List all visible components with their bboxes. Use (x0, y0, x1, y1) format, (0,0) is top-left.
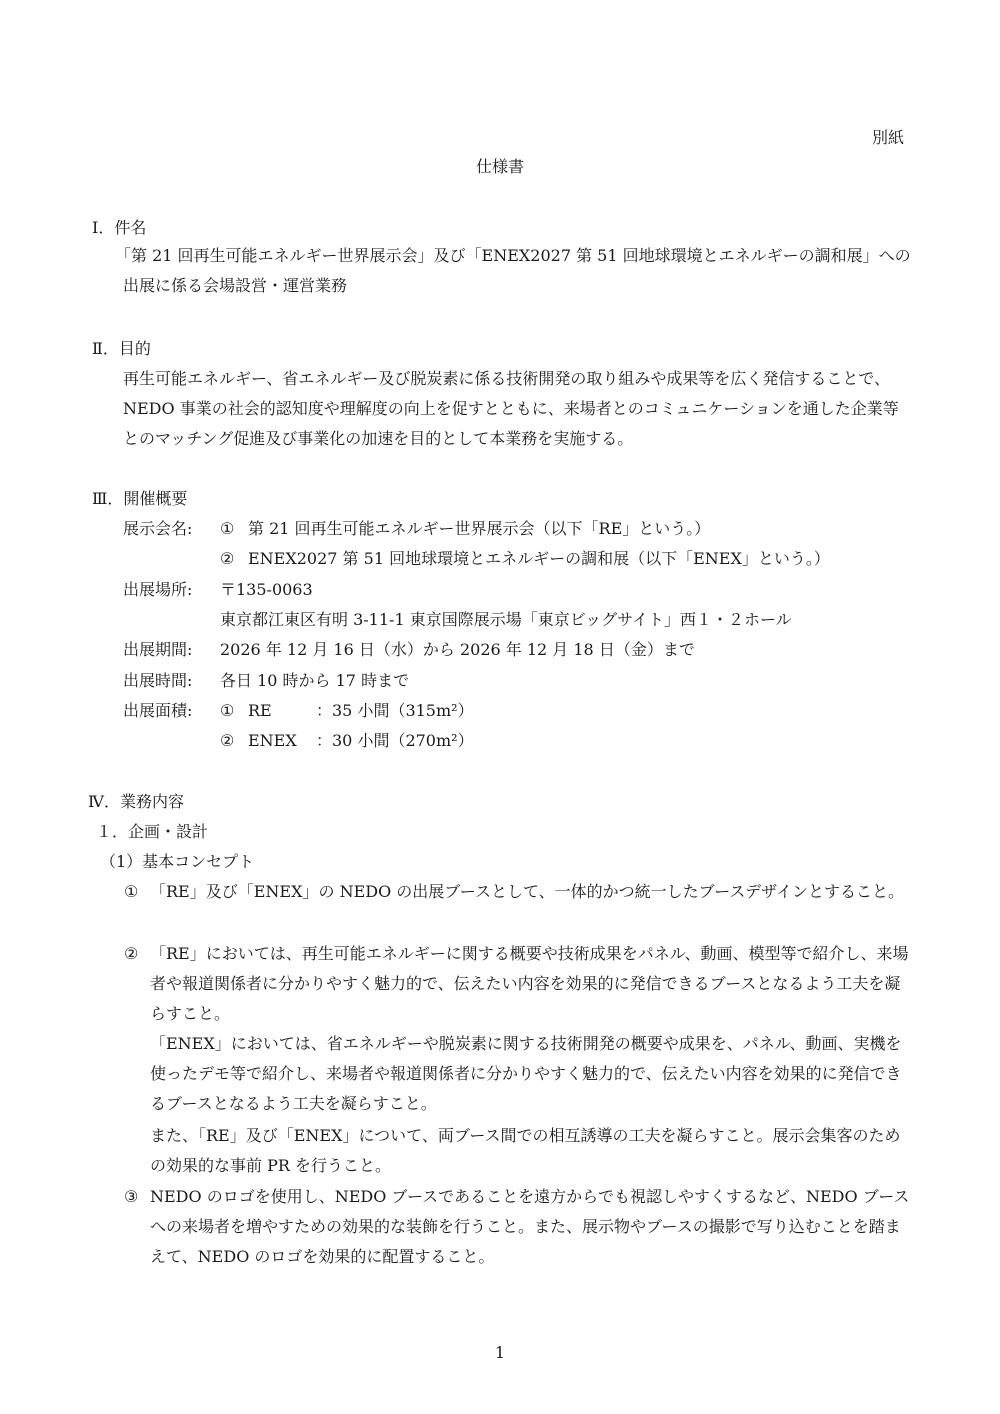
exhibition-2-text: ENEX2027 第 51 回地球環境とエネルギーの調和展（以下「ENEX」という。） (248, 549, 830, 568)
concept-item-2-text: 「RE」においては、再生可能エネルギーに関する概要や技術成果をパネル、動画、模型等で紹介し、来場者や報道関係者に分かりやすく魅力的で、伝えたい内容を効果的に発信できるブースとなるよう工夫を凝らすこと。 (150, 944, 909, 1023)
venue-address: 東京都江東区有明 3-11-1 東京国際展示場「東京ビッグサイト」西１・２ホール (220, 610, 792, 629)
area-enex-value: ：30 小間（270m²） (316, 731, 474, 750)
venue-postal-code: 〒135-0063 (220, 580, 313, 599)
section-2-heading: Ⅱ．目的 (92, 339, 151, 358)
area-enex-name: ENEX (248, 731, 297, 750)
section-3-heading: Ⅲ．開催概要 (92, 489, 188, 508)
concept-item-2-mark: ② (124, 944, 139, 963)
section-1-heading: Ⅰ．件名 (92, 218, 147, 237)
document-title: 仕様書 (475, 157, 524, 176)
venue-label: 出展場所: (123, 580, 193, 599)
area-enex-mark: ② (220, 731, 235, 750)
area-re (220, 701, 474, 721)
period-value: 2026 年 12 月 16 日（水）から 2026 年 12 月 18 日（金）まで (220, 640, 695, 659)
concept-item-3-mark: ③ (124, 1187, 139, 1206)
section-2-body: 再生可能エネルギー、省エネルギー及び脱炭素に係る技術開発の取り組みや成果等を広く発信することで、NEDO 事業の社会的認知度や理解度の向上を促すとともに、来場者とのコミュニケーションを通した企業等とのマッチング促進及び事業化の加速を目的として本業務を実施する。 (123, 369, 899, 448)
area-re-name: RE (248, 701, 272, 720)
concept-item-2-paragraph-3: また、「RE」及び「ENEX」について、両ブース間での相互誘導の工夫を凝らすこと。展示会集客のための効果的な事前 PR を行うこと。 (150, 1126, 901, 1175)
concept-item-1-mark: ① (124, 882, 139, 901)
exhibition-name-label: 展示会名: (123, 519, 193, 538)
concept-item-1-text: 「RE」及び「ENEX」の NEDO の出展ブースとして、一体的かつ統一したブースデザインとすること。 (150, 882, 904, 901)
area-enex (220, 731, 474, 751)
area-re-mark: ① (220, 701, 235, 720)
exhibition-2-mark: ② (220, 549, 235, 568)
exhibition-1 (220, 519, 710, 539)
area-re-value: ：35 小間（315m²） (316, 701, 474, 720)
concept-item-2-paragraph-2: 「ENEX」においては、省エネルギーや脱炭素に関する技術開発の概要や成果を、パネル、動画、実機を使ったデモ等で紹介し、来場者や報道関係者に分かりやすく魅力的で、伝えたい内容を効果的に発信できるブースとなるよう工夫を凝らすこと。 (150, 1034, 902, 1113)
attachment-label: 別紙 (872, 128, 905, 147)
page-number: 1 (494, 1343, 506, 1362)
section-4-heading: Ⅳ．業務内容 (88, 792, 184, 811)
exhibition-1-mark: ① (220, 519, 235, 538)
subsection-1-heading: １．企画・設計 (96, 822, 209, 841)
exhibition-1-text: 第 21 回再生可能エネルギー世界展示会（以下「RE」という。） (248, 519, 711, 538)
exhibition-2 (220, 549, 830, 569)
section-1-body: 「第 21 回再生可能エネルギー世界展示会」及び「ENEX2027 第 51 回地球環境とエネルギーの調和展」への出展に係る会場設営・運営業務 (115, 246, 911, 295)
hours-label: 出展時間: (123, 671, 193, 690)
hours-value: 各日 10 時から 17 時まで (220, 671, 410, 690)
concept-item-3-text: NEDO のロゴを使用し、NEDO ブースであることを遠方からでも視認しやすくするなど、NEDO ブースへの来場者を増やすための効果的な装飾を行うこと。また、展示物やブースの撮影で写り込むことを踏まえて、NEDO のロゴを効果的に配置すること。 (150, 1187, 910, 1266)
period-label: 出展期間: (123, 640, 193, 659)
area-label: 出展面積: (123, 701, 193, 720)
subsection-1-1-heading: （1）基本コンセプト (100, 852, 255, 871)
